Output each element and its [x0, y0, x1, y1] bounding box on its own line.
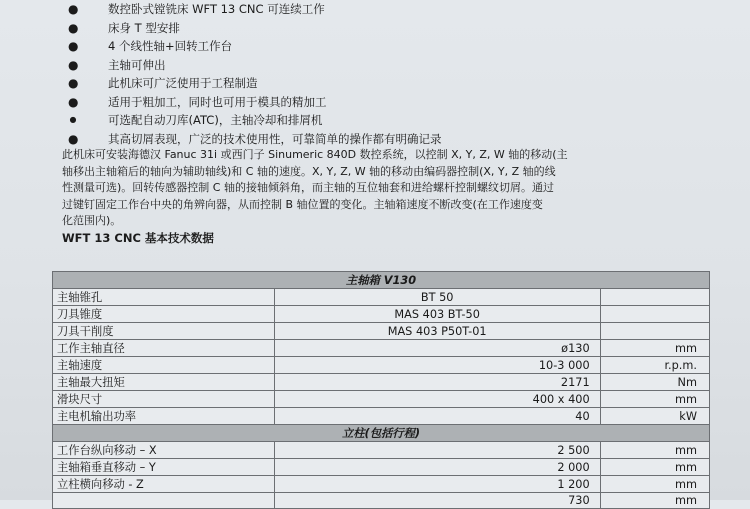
table-row: [53, 459, 710, 476]
param-name: 刀具干削度: [53, 323, 275, 340]
list-item-text: 数控卧式镗铣床 WFT 13 CNC 可连续工作: [108, 2, 325, 16]
param-value: 1 200: [274, 476, 600, 493]
param-unit: Nm: [600, 374, 709, 391]
list-item-text: 此机床可广泛使用于工程制造: [108, 76, 258, 90]
feature-list: [68, 0, 708, 148]
table-row: [53, 442, 710, 459]
list-item-text: 4 个线性轴+回转工作台: [108, 39, 233, 53]
paragraph-line: 过键钉固定工作台中央的角辨向器，从而控制 B 轴位置的变化。主轴箱速度不断改变(在工作速度变: [62, 197, 543, 211]
param-unit: [600, 306, 709, 323]
param-unit: r.p.m.: [600, 357, 709, 374]
param-value: 2 500: [274, 442, 600, 459]
list-item: [68, 130, 708, 149]
param-unit: mm: [600, 476, 709, 493]
param-unit: mm: [600, 442, 709, 459]
table-row: [53, 391, 710, 408]
table-section-header: [53, 425, 710, 442]
section-header-cell: 立柱(包括行程): [53, 425, 710, 442]
param-name: 刀具锥度: [53, 306, 275, 323]
param-value: 400 x 400: [274, 391, 600, 408]
table-row: [53, 374, 710, 391]
param-unit: mm: [600, 391, 709, 408]
list-item-text: 主轴可伸出: [108, 57, 166, 72]
table-section-header: [53, 272, 710, 289]
description-paragraph: [62, 147, 722, 230]
list-item: [68, 111, 708, 130]
bullet-icon: ●: [68, 131, 79, 146]
param-value: MAS 403 P50T-01: [274, 323, 600, 340]
list-item: [68, 56, 708, 75]
list-item: [68, 93, 708, 112]
paragraph-line: 性测量可选)。回转传感器控制 C 轴的接轴倾斜角，而主轴的互位轴套和进给螺杆控制螺纹切屑。通过: [62, 181, 554, 195]
param-name: 主轴锥孔: [53, 289, 275, 306]
list-item-text: 适用于粗加工，同时也可用于模具的精加工: [108, 94, 327, 109]
param-unit: [600, 289, 709, 306]
bullet-icon: ●: [68, 94, 79, 109]
list-item: [68, 74, 708, 93]
list-item: [68, 37, 708, 56]
list-item-text: 其高切屑表现，广泛的技术使用性，可靠简单的操作都有明确记录: [108, 131, 442, 146]
param-unit: kW: [600, 408, 709, 425]
table-row: [53, 408, 710, 425]
param-value: 10-3 000: [274, 357, 600, 374]
list-item: [68, 0, 708, 19]
param-value: MAS 403 BT-50: [274, 306, 600, 323]
list-item-text: 可选配自动刀库(ATC)，主轴冷却和排屑机: [108, 113, 323, 127]
bullet-icon: ●: [68, 39, 79, 53]
paragraph-line: 化范围内)。: [62, 214, 122, 228]
paragraph-line: 此机床可安装海德汉 Fanuc 31i 或西门子 Sinumeric 840D 数控系统，以控制 X, Y, Z, W 轴的移动(主: [62, 148, 568, 161]
param-unit: mm: [600, 493, 709, 509]
param-name: 立柱横向移动 - Z: [53, 476, 275, 493]
param-name: 主轴速度: [53, 357, 275, 374]
param-unit: [600, 323, 709, 340]
param-value: 2171: [274, 374, 600, 391]
table-row: [53, 493, 710, 509]
param-name: 主轴最大扭矩: [53, 374, 275, 391]
bullet-icon: ●: [68, 57, 79, 72]
bullet-icon: ●: [69, 115, 77, 124]
table-row: [53, 323, 710, 340]
table-row: [53, 476, 710, 493]
param-name: 主电机输出功率: [53, 408, 275, 425]
param-name: 工作主轴直径: [53, 340, 275, 357]
table-row: [53, 289, 710, 306]
param-value: 730: [274, 493, 600, 509]
param-value: ø130: [274, 340, 600, 357]
table-row: [53, 340, 710, 357]
table-row: [53, 306, 710, 323]
paragraph-line: 轴移出主轴箱后的轴向为辅助轴线)和 C 轴的速度。X, Y, Z, W 轴的移动由编码器控制(X, Y, Z 轴的线: [62, 164, 556, 178]
bullet-icon: ●: [68, 20, 79, 35]
param-unit: mm: [600, 340, 709, 357]
spec-table: [52, 271, 710, 509]
table-row: [53, 357, 710, 374]
param-name: 主轴箱垂直移动 – Y: [53, 459, 275, 476]
param-name: [53, 493, 275, 509]
param-value: 40: [274, 408, 600, 425]
list-item: [68, 19, 708, 38]
list-item-text: 床身 T 型安排: [108, 20, 180, 35]
section-title: WFT 13 CNC 基本技术数据: [62, 231, 214, 245]
param-name: 滑块尺寸: [53, 391, 275, 408]
section-header-cell: 主轴箱 V130: [53, 272, 710, 289]
param-unit: mm: [600, 459, 709, 476]
bullet-icon: ●: [68, 76, 79, 90]
param-name: 工作台纵向移动 – X: [53, 442, 275, 459]
bullet-icon: ●: [68, 2, 79, 16]
param-value: 2 000: [274, 459, 600, 476]
param-value: BT 50: [274, 289, 600, 306]
